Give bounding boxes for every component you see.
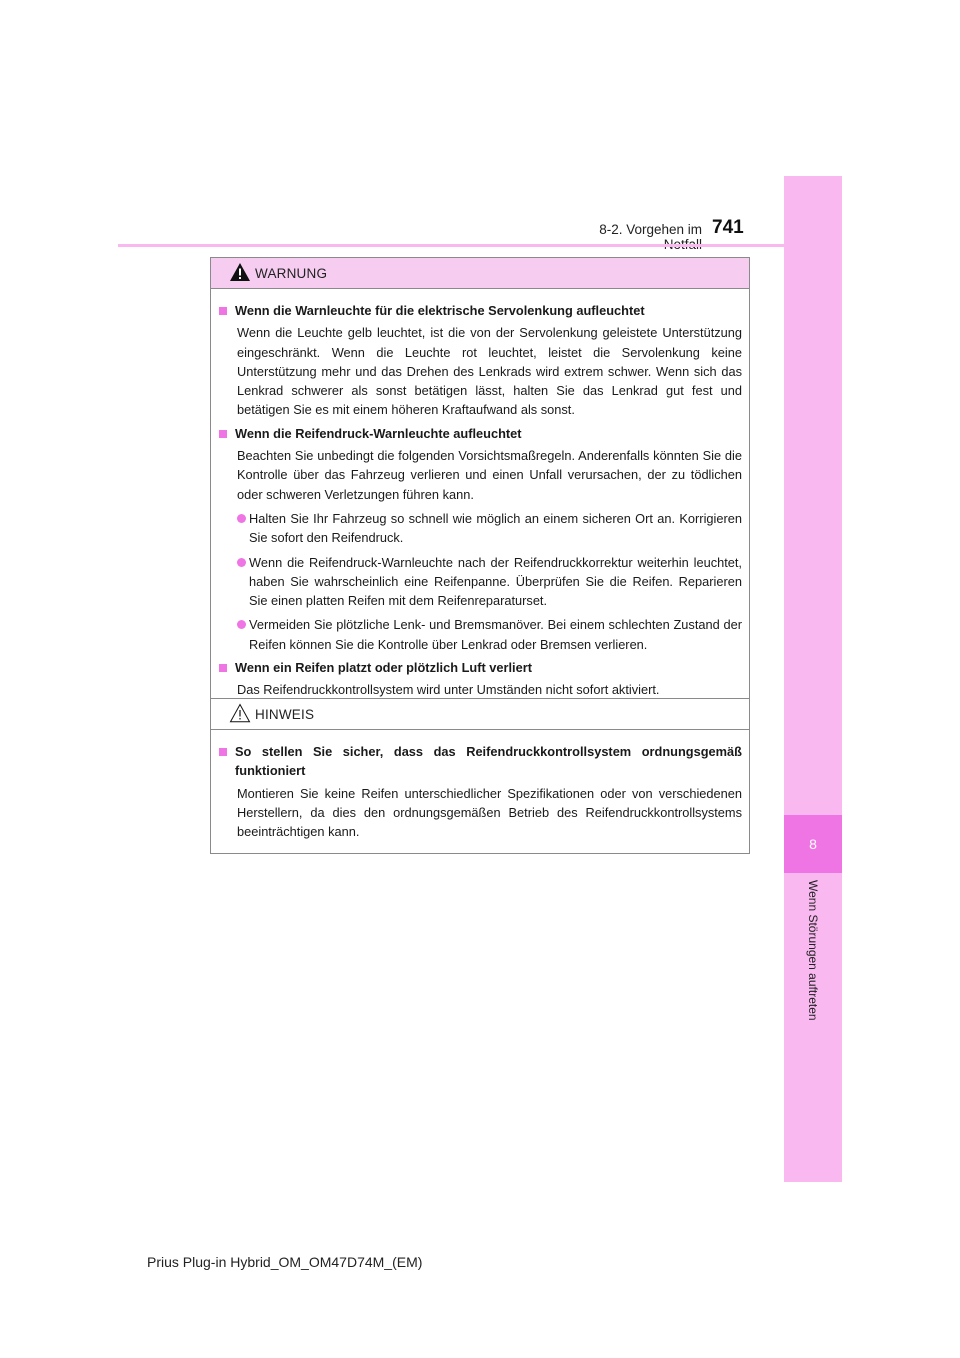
warning-heading-tire-pressure: Wenn die Reifendruck-Warnleuchte aufleuchtet	[218, 424, 742, 443]
list-item: Halten Sie Ihr Fahrzeug so schnell wie möglich an einem sicheren Ort an. Korrigieren Sie sofort den Reifendruck.	[218, 509, 742, 548]
chapter-title: Wenn Störungen auftreten	[806, 880, 820, 1021]
page-number: 741	[712, 217, 744, 238]
warning-text-tire-burst: Das Reifendruckkontrollsystem wird unter Umständen nicht sofort aktiviert.	[237, 682, 660, 698]
document-footer: Prius Plug-in Hybrid_OM_OM47D74M_(EM)	[147, 1254, 423, 1270]
warning-triangle-icon	[229, 262, 251, 282]
warning-text-tire-pressure: Beachten Sie unbedingt die folgenden Vorsichtsmaßregeln. Anderenfalls könnten Sie die Kontrolle über das Fahrzeug verlieren und einen Unfall verursachen, der zu tödlichen oder schweren Verletzungen führen kann.	[237, 448, 742, 502]
list-item: Vermeiden Sie plötzliche Lenk- und Bremsmanöver. Bei einem schlechten Zustand der Reifen können Sie die Kontrolle über Lenkrad oder Bremsen verlieren.	[218, 615, 742, 654]
section-title: 8-2. Vorgehen im	[599, 222, 702, 237]
warning-title: WARNUNG	[255, 266, 328, 281]
square-bullet-icon	[219, 748, 227, 756]
warning-header	[211, 258, 749, 289]
chapter-title-vertical	[803, 880, 823, 1050]
note-heading-tpms: So stellen Sie sicher, dass das Reifendruckkontrollsystem ordnungsgemäß funktioniert	[218, 742, 742, 781]
note-header	[211, 699, 749, 730]
note-body	[211, 730, 749, 853]
list-item: Wenn die Reifendruck-Warnleuchte nach der Reifendruckkorrektur weiterhin leuchtet, haben Sie wahrscheinlich eine Reifenpanne. Überprüfen Sie die Reifen. Reparieren Sie einen platten Reifen mit dem Reifenreparaturset.	[218, 553, 742, 611]
warning-text-power-steering: Wenn die Leuchte gelb leuchtet, ist die von der Servolenkung geleistete Unterstützung eingeschränkt. Wenn die Leuchte rot leuchtet, leistet die Servolenkung keine Unterstützung mehr und das Drehen des Lenkrads wird extrem schwer. Wenn sich das Lenkrad schwerer als sonst betätigen lässt, halten Sie das Lenkrad gut fest und betätigen Sie es mit einem höheren Kraftaufwand als sonst.	[237, 325, 742, 418]
square-bullet-icon	[219, 664, 227, 672]
header-rule	[118, 244, 842, 247]
round-bullet-icon	[237, 558, 246, 567]
square-bullet-icon	[219, 430, 227, 438]
round-bullet-icon	[237, 620, 246, 629]
chapter-number: 8	[809, 836, 817, 852]
square-bullet-icon	[219, 307, 227, 315]
caution-outline-icon	[229, 703, 251, 723]
note-text-tpms: Montieren Sie keine Reifen unterschiedlicher Spezifikationen oder von verschiedenen Herstellern, da dies den ordnungsgemäßen Betrieb des Reifendruckkontrollsystems beeinträchtigen kann.	[237, 785, 742, 840]
note-title: HINWEIS	[255, 707, 315, 722]
chapter-number-tab	[784, 815, 842, 873]
warning-heading-power-steering: Wenn die Warnleuchte für die elektrische Servolenkung aufleuchtet	[218, 301, 742, 320]
note-box	[210, 698, 750, 854]
round-bullet-icon	[237, 514, 246, 523]
warning-box	[210, 257, 750, 713]
warning-heading-tire-burst: Wenn ein Reifen platzt oder plötzlich Luft verliert	[218, 658, 742, 677]
warning-body	[211, 289, 749, 712]
